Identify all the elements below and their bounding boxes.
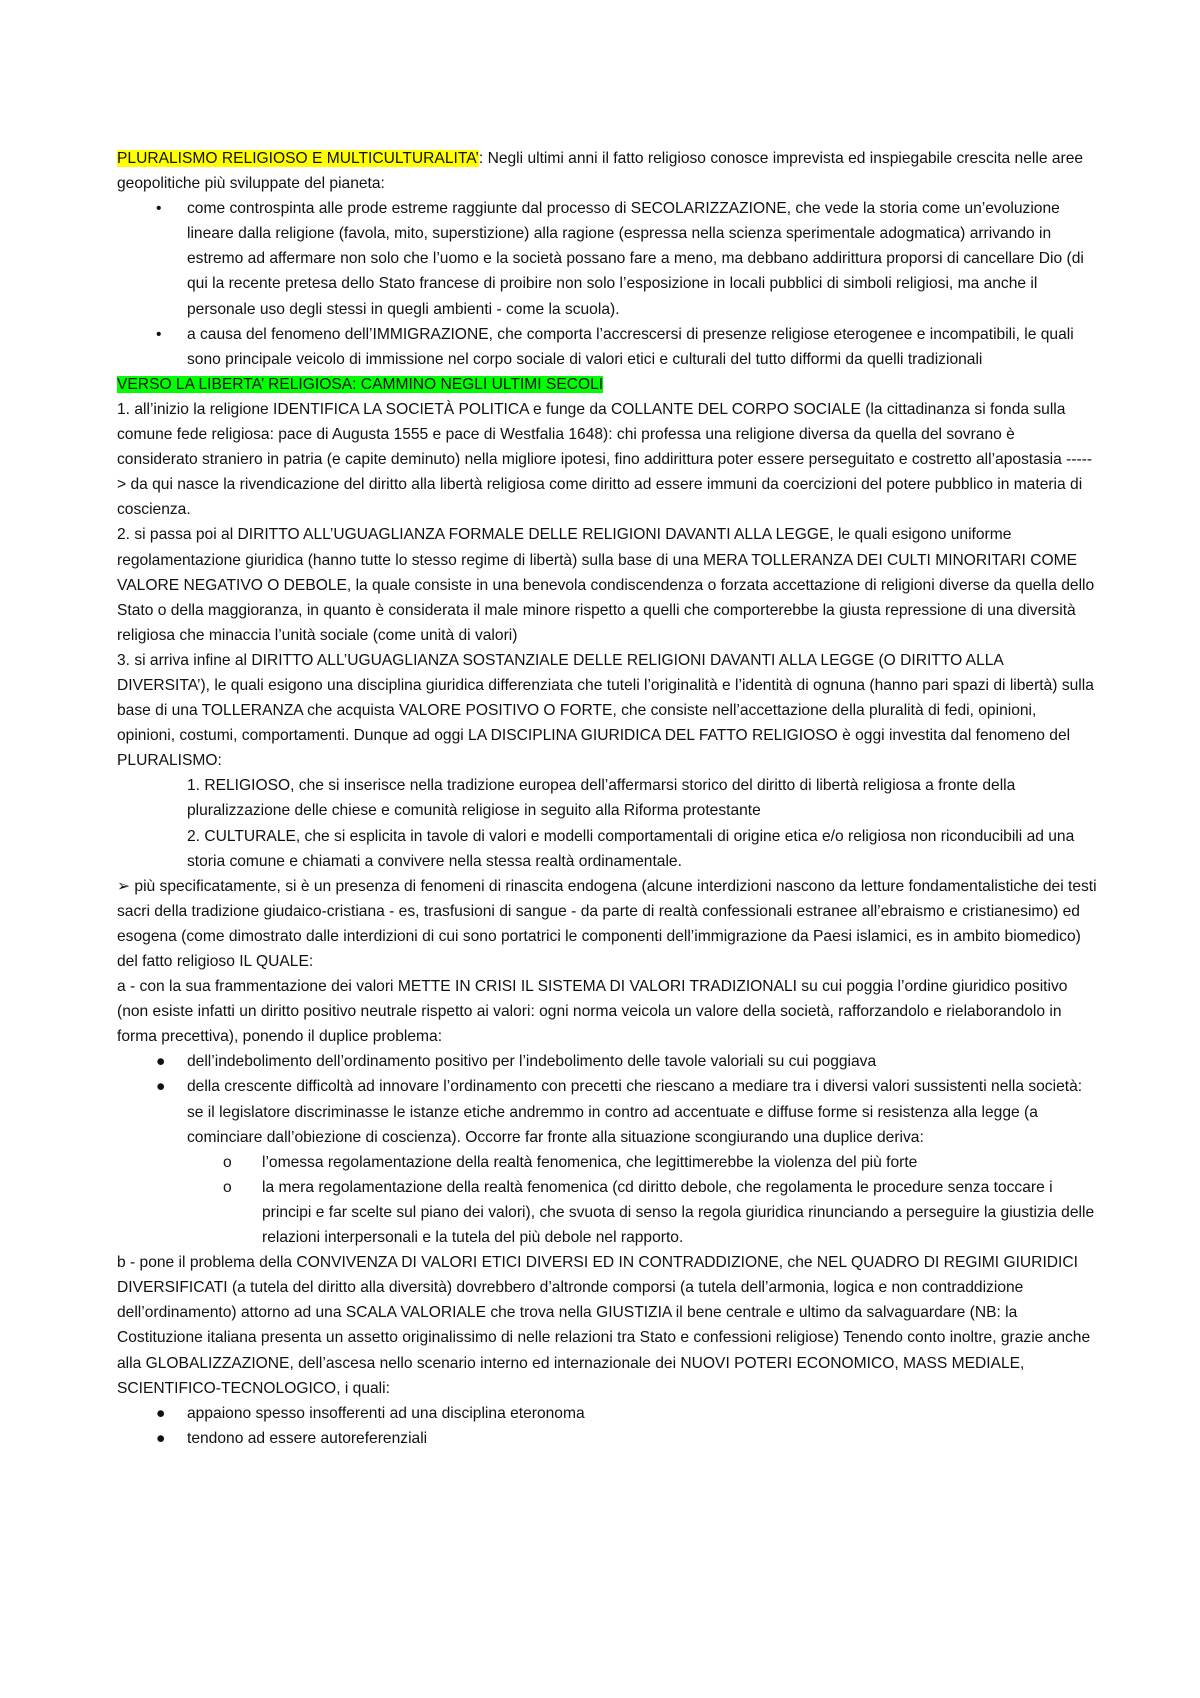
list-item	[117, 1175, 1097, 1250]
section1-intro: : Negli ultimi anni il fatto religioso conosce imprevista ed inspiegabile crescita nelle aree geopolitiche più sviluppate del pianeta:	[117, 150, 1084, 193]
paragraph-3: 3. si arriva infine al DIRITTO ALL’UGUAGLIANZA SOSTANZIALE DELLE RELIGIONI DAVANTI ALLA LEGGE (O DIRITTO ALLA DIVERSITA’), le quali esigono una disciplina giuridica differenziata che tuteli l’originalità e l’identità di ognuna (hanno pari spazi di libertà) sulla base di una TOLLERANZA che acquista VALORE POSITIVO O FORTE, che consiste nell’accettazione della pluralità di fedi, opinioni, opinioni, costumi, comportamenti. Dunque ad oggi LA DISCIPLINA GIURIDICA DEL FATTO RELIGIOSO è oggi investita dal fenomeno del PLURALISMO:	[117, 651, 1094, 770]
list-item	[117, 322, 1097, 372]
list-item-text: appaiono spesso insofferenti ad una disciplina eteronoma	[187, 1404, 585, 1422]
list-item	[117, 1074, 1097, 1149]
list-item-text: tendono ad essere autoreferenziali	[187, 1429, 428, 1447]
secularization-list	[117, 196, 1097, 372]
section2-heading	[117, 372, 1097, 397]
circle-bullet-icon: o	[223, 1153, 232, 1171]
list-item-text: l’omessa regolamentazione della realtà fenomenica, che legittimerebbe la violenza del più forte	[262, 1153, 918, 1171]
list-item-text: come controspinta alle prode estreme raggiunte dal processo di SECOLARIZZAZIONE, che vede la storia come un’evoluzione lineare dalla religione (favola, mito, superstizione) alla ragione (espressa nella scienza sperimentale adogmatica) arrivando in estremo ad affermare non solo che l’uomo e la società possano fare a meno, ma debbano addirittura proporsi di cancellare Dio (di qui la recente pretesa dello Stato francese di proibire non solo l’esposizione in locali pubblici di simboli religiosi, ma anche il personale uso degli stessi in quegli ambienti - come la scuola).	[187, 200, 1084, 318]
list-item	[117, 1401, 1097, 1426]
paragraph-b: b - pone il problema della CONVIVENZA DI VALORI ETICI DIVERSI ED IN CONTRADDIZIONE, che NEL QUADRO DI REGIMI GIURIDICI DIVERSIFICATI (a tutela del diritto alla diversità) dovrebbero d’altronde comporsi (a tutela dell’armonia, logica e non contraddizione dell’ordinamento) attorno ad una SCALA VALORIALE che trova nella GIUSTIZIA il bene centrale e ultimo da salvaguardare (NB: la Costituzione italiana presenta un assetto originalissimo di nelle relazioni tra Stato e confessioni religiose) Tenendo conto inoltre, grazie anche alla GLOBALIZZAZIONE, dell’ascesa nello scenario interno ed internazionale dei NUOVI POTERI ECONOMICO, MASS MEDIALE, SCIENTIFICO-TECNOLOGICO, i quali:	[117, 1254, 1091, 1397]
list-item	[117, 1426, 1097, 1451]
section2-title: VERSO LA LIBERTA’ RELIGIOSA: CAMMINO NEGLI ULTIMI SECOLI	[117, 375, 604, 393]
problems-list	[117, 1049, 1097, 1149]
document-page	[117, 146, 1097, 1451]
bullet-icon: •	[156, 200, 162, 218]
list-item	[117, 1049, 1097, 1074]
paragraph-a: a - con la sua frammentazione dei valori METTE IN CRISI IL SISTEMA DI VALORI TRADIZIONALI su cui poggia l’ordine giuridico positivo (non esiste infatti un diritto positivo neutrale rispetto ai valori: ogni norma veicola un valore della società, rafforzandolo e rielaborandolo in forma precettiva), ponendo il duplice problema:	[117, 978, 1068, 1046]
list-item-text: della crescente difficoltà ad innovare l’ordinamento con precetti che riescano a mediare tra i diversi valori sussistenti nella società: se il legislatore discriminasse le istanze etiche andremmo in contro ad accentuate e diffuse forme si resistenza alla legge (a cominciare dall’obiezione di coscienza). Occorre far fronte alla situazione scongiurando una duplice deriva:	[187, 1078, 1083, 1146]
bullet-icon: ●	[156, 1429, 166, 1447]
paragraph-1: 1. all’inizio la religione IDENTIFICA LA SOCIETÀ POLITICA e funge da COLLANTE DEL CORPO SOCIALE (la cittadinanza si fonda sulla comune fede religiosa: pace di Augusta 1555 e pace di Westfalia 1648): chi professa una religione diversa da quella del sovrano è considerato straniero in patria (e capite deminuto) nella migliore ipotesi, fino addirittura poter essere perseguitato e costretto all’apostasia -----> da qui nasce la rivendicazione del diritto alla libertà religiosa come diritto ad essere immuni da coercizioni del potere pubblico in materia di coscienza.	[117, 400, 1093, 519]
list-item-text: la mera regolamentazione della realtà fenomenica (cd diritto debole, che regolamenta le procedure senza toccare i principi e far scelte sul piano dei valori), che svuota di senso la regola giuridica rinunciando a perseguire la giustizia delle relazioni interpersonali e la tutela del più debole nel rapporto.	[262, 1178, 1095, 1247]
list-item	[117, 1150, 1097, 1175]
paragraph-2: 2. si passa poi al DIRITTO ALL’UGUAGLIANZA FORMALE DELLE RELIGIONI DAVANTI ALLA LEGGE, le quali esigono uniforme regolamentazione giuridica (hanno tutte lo stesso regime di libertà) sulla base di una MERA TOLLERANZA DEI CULTI MINORITARI COME VALORE NEGATIVO O DEBOLE, la quale consiste in una benevola condiscendenza o forzata accettazione di religioni diverse da quella dello Stato o della maggioranza, in quanto è considerata il male minore rispetto a quelli che comporterebbe la giusta repressione di una diversità religiosa che minaccia l’unità sociale (come unità di valori)	[117, 526, 1095, 644]
paragraph-4: ➢ più specificatamente, si è un presenza di fenomeni di rinascita endogena (alcune interdizioni nascono da letture fondamentalistiche dei testi sacri della tradizione giudaico-cristiana - es, trasfusioni di sangue - da parte di realtà confessionali estranee all’ebraismo e cristianesimo) ed esogena (come dimostrato dalle interdizioni di cui sono portatrici le componenti dell’immigrazione da Paesi islamici, es in ambito biomedico) del fatto religioso IL QUALE:	[117, 877, 1097, 970]
bullet-icon: ●	[156, 1404, 166, 1422]
section1-title: PLURALISMO RELIGIOSO E MULTICULTURALITA’	[117, 150, 479, 167]
bullet-icon: ●	[156, 1078, 166, 1096]
list-item	[117, 196, 1097, 321]
section1-paragraph	[117, 146, 1097, 196]
powers-list	[117, 1401, 1097, 1451]
list-item-text: a causa del fenomeno dell’IMMIGRAZIONE, che comporta l’accrescersi di presenze religiose eterogenee e incompatibili, le quali sono principale veicolo di immissione nel corpo sociale di valori etici e culturali del tutto difformi da quelli tradizionali	[187, 325, 1074, 368]
pluralism-religious: 1. RELIGIOSO, che si inserisce nella tradizione europea dell’affermarsi storico del diritto di libertà religiosa a fronte della pluralizzazione delle chiese e comunità religiose in seguito alla Riforma protestante	[187, 777, 1016, 820]
list-item-text: dell’indebolimento dell’ordinamento positivo per l’indebolimento delle tavole valoriali su cui poggiava	[187, 1053, 877, 1071]
bullet-icon: ●	[156, 1053, 166, 1071]
circle-bullet-icon: o	[223, 1178, 232, 1196]
drifts-list	[117, 1150, 1097, 1250]
bullet-icon: •	[156, 325, 162, 343]
pluralism-cultural: 2. CULTURALE, che si esplicita in tavole di valori e modelli comportamentali di origine etica e/o religiosa non riconducibili ad una storia comune e chiamati a convivere nella stessa realtà ordinamentale.	[187, 827, 1075, 870]
